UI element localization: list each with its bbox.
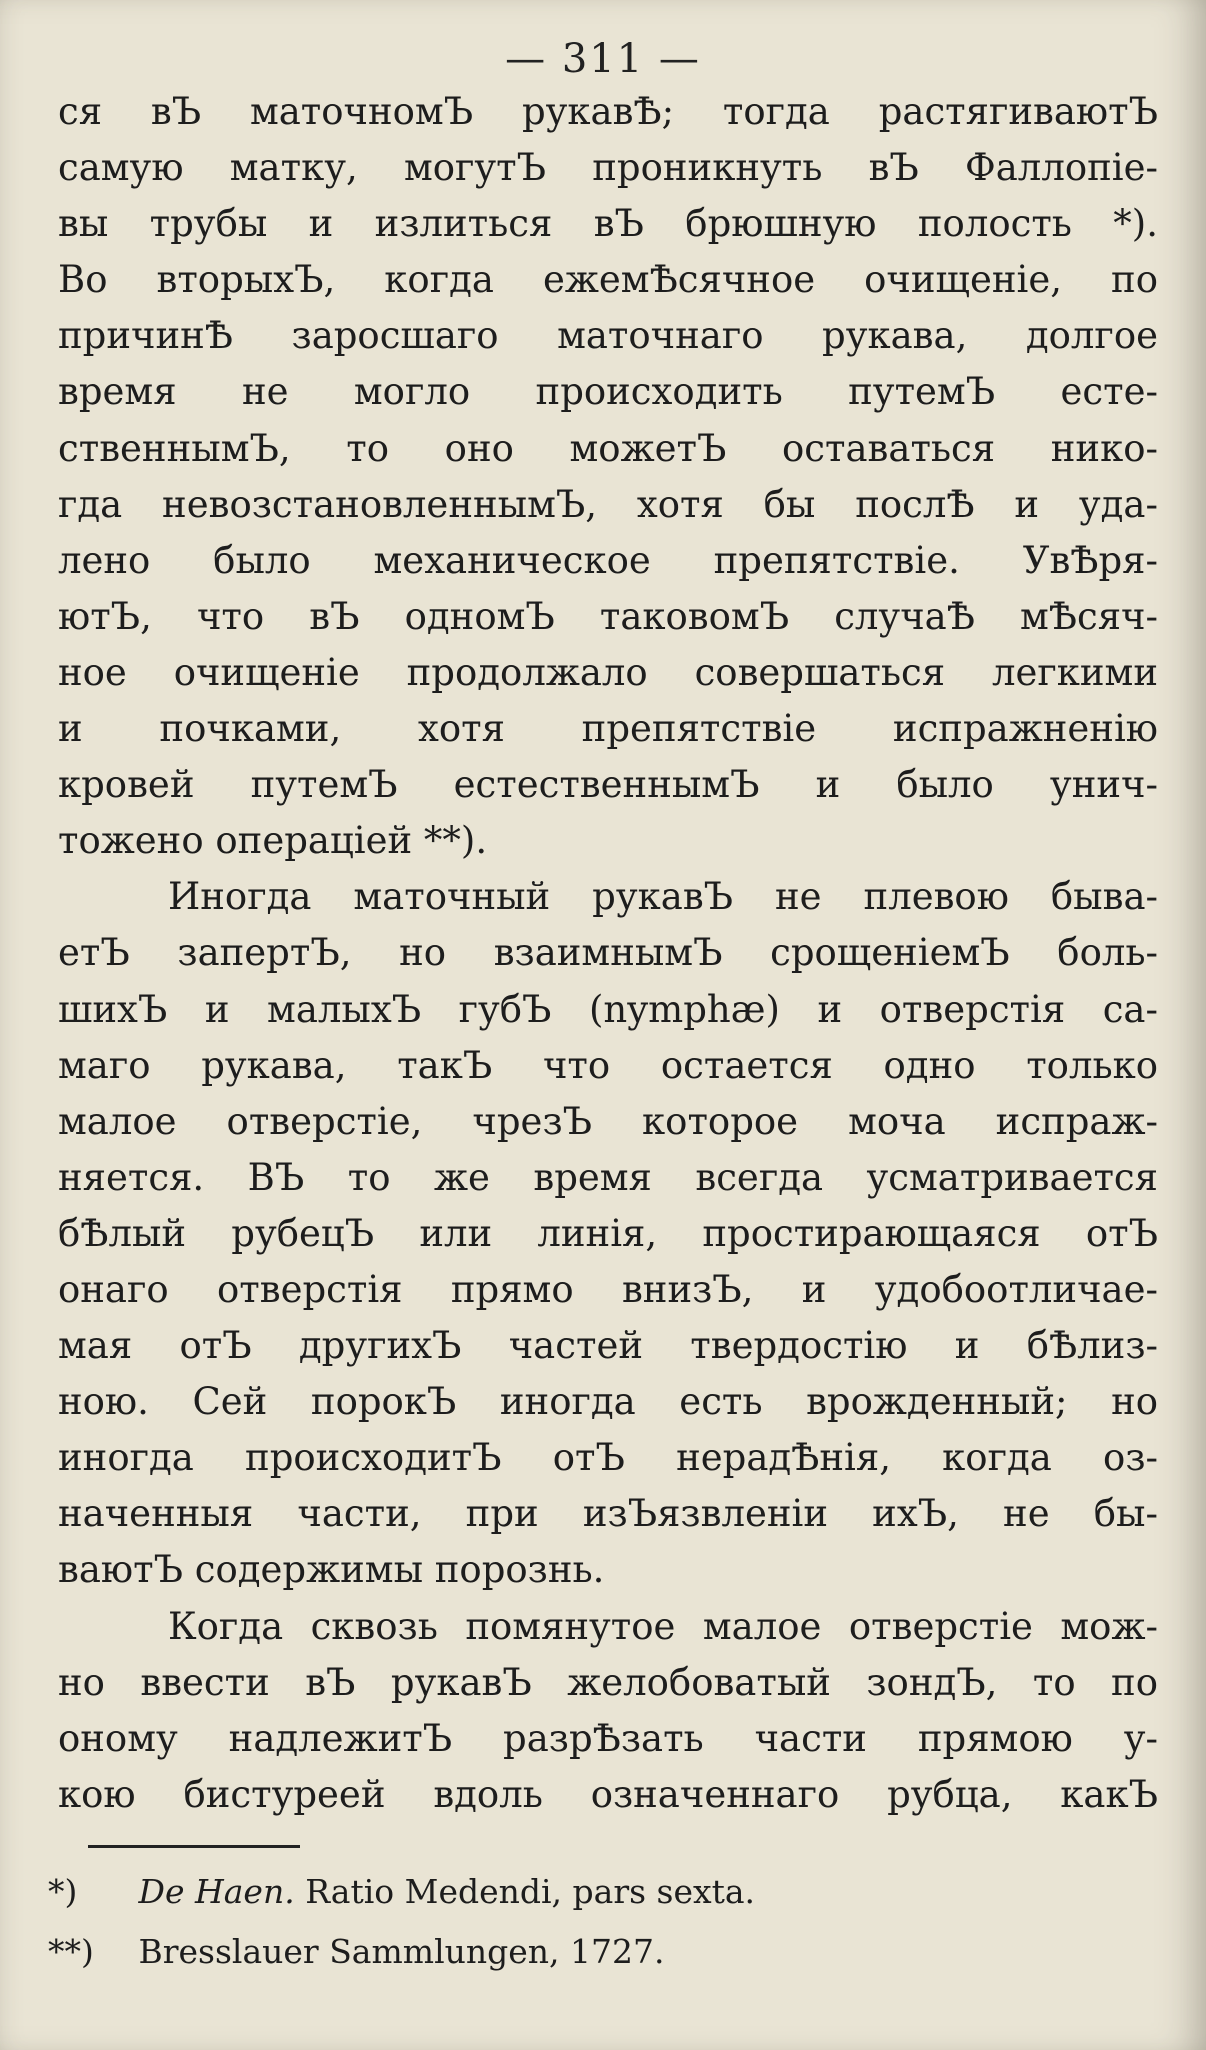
text-line: Когда сквозь помянутое малое отверстіе мож- — [168, 1604, 1158, 1648]
text-line: причинѢ заросшаго маточнаго рукава, долгое — [58, 314, 1158, 358]
footnote — [48, 1862, 1148, 1922]
text-line: Иногда маточный рукавЪ не плевою быва- — [168, 875, 1158, 919]
text-line: етЪ запертЪ, но взаимнымЪ срощеніемЪ боль- — [58, 931, 1158, 975]
text-line: шихЪ и малыхЪ губЪ (nymphæ) и отверстія са- — [58, 987, 1158, 1031]
text-line: ственнымЪ, то оно можетЪ оставаться нико- — [58, 426, 1158, 470]
text-line: кровей путемЪ естественнымЪ и было унич- — [58, 763, 1158, 807]
text-line: ся вЪ маточномЪ рукавѢ; тогда растягиваютЪ — [58, 90, 1158, 133]
text-line: иногда происходитЪ отЪ нерадѢнія, когда оз- — [58, 1436, 1158, 1480]
paragraph-1 — [58, 84, 1158, 869]
footnote — [48, 1922, 1148, 1982]
text-line: ваютЪ содержимы порознь. — [58, 1548, 605, 1592]
text-line: ютЪ, что вЪ одномЪ таковомЪ случаѢ мѢсяч- — [58, 594, 1158, 638]
text-line: онаго отверстія прямо внизЪ, и удобоотличае- — [58, 1267, 1158, 1311]
text-line: время не могло происходить путемЪ есте- — [58, 370, 1158, 414]
footnote-mark: **) — [48, 1932, 94, 1971]
text-line: мая отЪ другихЪ частей твердостію и бѢлиз- — [58, 1324, 1158, 1368]
footnotes — [48, 1862, 1148, 1982]
text-line: но ввести вЪ рукавЪ желобоватый зондЪ, то по — [58, 1660, 1158, 1704]
paragraph-3 — [58, 1599, 1158, 1823]
footnote-author: De Haen. — [138, 1872, 306, 1911]
text-line: ною. Сей порокЪ иногда есть врожденный; но — [58, 1380, 1158, 1424]
text-line: кою бистуреей вдоль означеннаго рубца, какЪ — [58, 1772, 1158, 1816]
text-line: бѢлый рубецЪ или линія, простирающаяся отЪ — [58, 1211, 1158, 1255]
text-line: гда невозстановленнымЪ, хотя бы послѢ и уда- — [58, 482, 1158, 526]
footnote-text: Ratio Medendi, pars sexta. — [305, 1872, 756, 1911]
text-line: и почками, хотя препятствіе испражненію — [58, 707, 1158, 751]
text-line: тожено операціей **). — [58, 819, 488, 863]
text-line: самую матку, могутЪ проникнуть вЪ Фаллопіе- — [58, 146, 1158, 190]
text-line: Во вторыхЪ, когда ежемѢсячное очищеніе, по — [58, 258, 1158, 302]
paragraph-2 — [58, 869, 1158, 1598]
page-number: — 311 — — [505, 36, 701, 82]
text-line: маго рукава, такЪ что остается одно только — [58, 1043, 1158, 1087]
text-line: вы трубы и излиться вЪ брюшную полость *). — [58, 202, 1158, 246]
text-line: лено было механическое препятствіе. УвѢря- — [58, 538, 1158, 582]
footnote-text: Bresslauer Sammlungen, 1727. — [138, 1932, 665, 1971]
text-line: ное очищеніе продолжало совершаться легкими — [58, 650, 1158, 694]
footnote-mark: *) — [48, 1872, 78, 1911]
body-text — [58, 84, 1158, 1823]
text-line: оному надлежитЪ разрѢзать части прямою у- — [58, 1716, 1158, 1760]
footnote-divider — [88, 1845, 300, 1848]
text-line: няется. ВЪ то же время всегда усматривается — [58, 1155, 1158, 1199]
text-line: малое отверстіе, чрезЪ которое моча испраж- — [58, 1099, 1158, 1143]
text-line: наченныя части, при изЪязвленіи ихЪ, не бы- — [58, 1492, 1158, 1536]
